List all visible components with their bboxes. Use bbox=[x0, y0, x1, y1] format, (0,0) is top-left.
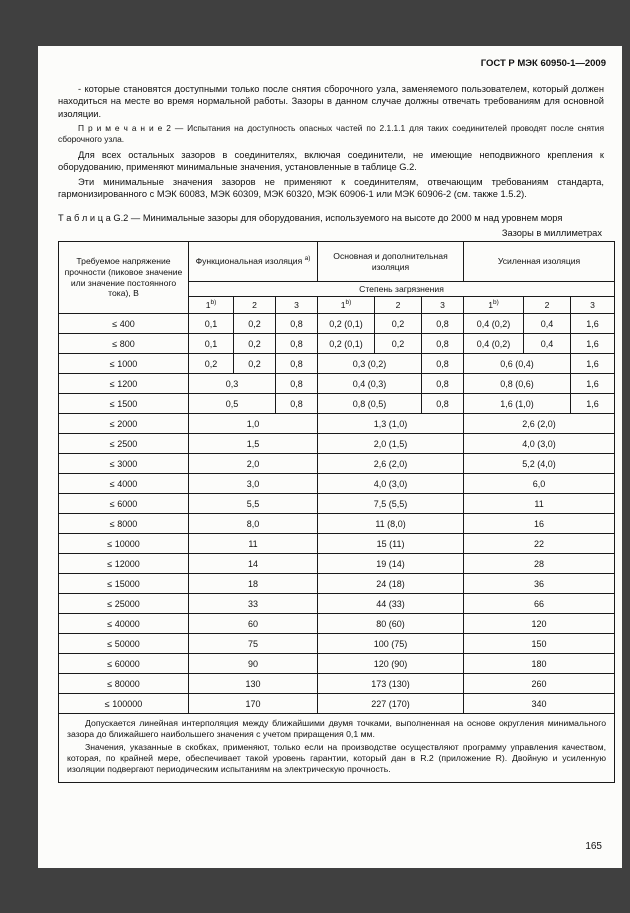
clearance-value-cell: 1,6 bbox=[571, 354, 615, 374]
clearance-value-cell: 0,1 bbox=[189, 314, 234, 334]
degree-cell: 3 bbox=[276, 297, 318, 314]
clearance-value-cell: 0,2 bbox=[234, 334, 276, 354]
clearance-value-cell: 0,8 (0,5) bbox=[318, 394, 422, 414]
column-header-reinforced-insulation: Усиленная изоляция bbox=[464, 242, 615, 282]
clearance-value-cell: 22 bbox=[464, 534, 615, 554]
table-row bbox=[59, 574, 615, 594]
table-row bbox=[59, 674, 615, 694]
clearance-value-cell: 260 bbox=[464, 674, 615, 694]
clearance-value-cell: 0,4 (0,2) bbox=[464, 334, 524, 354]
voltage-cell: ≤ 800 bbox=[59, 334, 189, 354]
clearance-value-cell: 90 bbox=[189, 654, 318, 674]
column-header-voltage: Требуемое напряжение прочности (пиковое значение или значение постоянного тока), В bbox=[59, 242, 189, 314]
clearance-value-cell: 11 bbox=[189, 534, 318, 554]
clearance-value-cell: 0,8 bbox=[276, 374, 318, 394]
voltage-cell: ≤ 2000 bbox=[59, 414, 189, 434]
table-caption: Т а б л и ц а G.2 — Минимальные зазоры для оборудования, используемого на высоте до 2000 м над уровнем моря bbox=[58, 213, 563, 224]
paragraph-iec-standards: Эти минимальные значения зазоров не применяют к соединителям, отвечающим требованиям стандарта, гармонизированного с МЭК 60083, МЭК 60309, МЭК 60320, МЭК 60906-1 или МЭК 60906-2 (см. также 1.5.2). bbox=[58, 176, 604, 199]
note-2-paragraph: П р и м е ч а н и е 2 — Испытания на доступность опасных частей по 2.1.1.1 для таких соединителей проводят после снятия сборочного узла. bbox=[58, 122, 604, 144]
table-row bbox=[59, 334, 615, 354]
clearance-value-cell: 5,2 (4,0) bbox=[464, 454, 615, 474]
clearance-value-cell: 0,4 (0,3) bbox=[318, 374, 422, 394]
clearance-value-cell: 0,1 bbox=[189, 334, 234, 354]
footnote-marker-a: а) bbox=[304, 255, 311, 263]
clearance-value-cell: 100 (75) bbox=[318, 634, 464, 654]
clearance-value-cell: 0,3 (0,2) bbox=[318, 354, 422, 374]
page-number: 165 bbox=[585, 841, 602, 852]
clearance-value-cell: 1,6 bbox=[571, 334, 615, 354]
footnote-marker-b: b) bbox=[210, 298, 217, 306]
clearance-value-cell: 0,2 bbox=[234, 354, 276, 374]
clearance-value-cell: 80 (60) bbox=[318, 614, 464, 634]
document-header-title: ГОСТ Р МЭК 60950-1—2009 bbox=[480, 58, 606, 69]
table-row bbox=[59, 654, 615, 674]
clearance-value-cell: 0,4 bbox=[524, 314, 571, 334]
clearance-value-cell: 5,5 bbox=[189, 494, 318, 514]
table-row bbox=[59, 534, 615, 554]
table-row bbox=[59, 314, 615, 334]
table-notes-row bbox=[59, 714, 615, 783]
units-note: Зазоры в миллиметрах bbox=[501, 228, 602, 239]
voltage-cell: ≤ 12000 bbox=[59, 554, 189, 574]
degree-cell: 2 bbox=[375, 297, 422, 314]
clearance-value-cell: 1,6 bbox=[571, 374, 615, 394]
clearance-value-cell: 0,8 bbox=[422, 314, 464, 334]
clearances-table bbox=[58, 241, 615, 783]
clearance-value-cell: 8,0 bbox=[189, 514, 318, 534]
clearance-value-cell: 180 bbox=[464, 654, 615, 674]
table-row bbox=[59, 474, 615, 494]
column-header-basic-supplementary-insulation: Основная и дополнительная изоляция bbox=[318, 242, 464, 282]
voltage-cell: ≤ 25000 bbox=[59, 594, 189, 614]
degree-cell: 1$^{b)}$ bbox=[318, 297, 375, 314]
clearance-value-cell: 3,0 bbox=[189, 474, 318, 494]
clearance-value-cell: 18 bbox=[189, 574, 318, 594]
voltage-cell: ≤ 4000 bbox=[59, 474, 189, 494]
clearance-value-cell: 0,8 bbox=[422, 334, 464, 354]
clearance-value-cell: 173 (130) bbox=[318, 674, 464, 694]
footnote-marker-b: b) bbox=[493, 298, 499, 306]
clearance-value-cell: 14 bbox=[189, 554, 318, 574]
clearance-value-cell: 0,2 bbox=[234, 314, 276, 334]
degree-cell: 3 bbox=[571, 297, 615, 314]
clearance-value-cell: 0,8 bbox=[422, 394, 464, 414]
clearance-value-cell: 170 bbox=[189, 694, 318, 714]
clearance-value-cell: 1,5 bbox=[189, 434, 318, 454]
table-row bbox=[59, 394, 615, 414]
clearance-value-cell: 1,0 bbox=[189, 414, 318, 434]
degree-cell: 1$^{b)}$ bbox=[189, 297, 234, 314]
paragraph-other-clearances: Для всех остальных зазоров в соединителях, включая соединители, не имеющие неподвижного крепления к оборудованию, применяют минимальные значения, установленные в таблице G.2. bbox=[58, 149, 604, 173]
clearance-value-cell: 340 bbox=[464, 694, 615, 714]
voltage-cell: ≤ 50000 bbox=[59, 634, 189, 654]
table-row bbox=[59, 414, 615, 434]
clearance-value-cell: 0,2 (0,1) bbox=[318, 314, 375, 334]
clearance-value-cell: 120 bbox=[464, 614, 615, 634]
voltage-cell: ≤ 3000 bbox=[59, 454, 189, 474]
clearance-value-cell: 2,6 (2,0) bbox=[318, 454, 464, 474]
table-row bbox=[59, 514, 615, 534]
clearance-value-cell: 2,0 (1,5) bbox=[318, 434, 464, 454]
degree-cell: 1$^{b)}$ bbox=[464, 297, 524, 314]
clearance-value-cell: 24 (18) bbox=[318, 574, 464, 594]
paragraph-assembly-access: - которые становятся доступными только после снятия сборочного узла, заменяемого пользователем, который должен находиться на месте во время нормальной работы. Зазоры в данном случае должны отвечать требованиям для основной изоляции. bbox=[58, 84, 604, 119]
table-row bbox=[59, 634, 615, 654]
clearance-value-cell: 0,8 bbox=[422, 374, 464, 394]
clearance-value-cell: 0,2 bbox=[375, 334, 422, 354]
clearance-value-cell: 44 (33) bbox=[318, 594, 464, 614]
degree-cell: 3 bbox=[422, 297, 464, 314]
voltage-cell: ≤ 2500 bbox=[59, 434, 189, 454]
clearance-value-cell: 0,8 bbox=[276, 334, 318, 354]
table-row bbox=[59, 354, 615, 374]
clearance-value-cell: 4,0 (3,0) bbox=[318, 474, 464, 494]
voltage-cell: ≤ 6000 bbox=[59, 494, 189, 514]
voltage-cell: ≤ 15000 bbox=[59, 574, 189, 594]
table-note-interpolation: Допускается линейная интерполяция между ближайшими двумя точками, выполненная на основе округления минимального зазора до ближайшего наибольшего значения с учетом приращения 0,1 мм. bbox=[67, 718, 607, 740]
clearance-value-cell: 19 (14) bbox=[318, 554, 464, 574]
voltage-cell: ≤ 10000 bbox=[59, 534, 189, 554]
clearance-value-cell: 1,6 bbox=[571, 314, 615, 334]
clearance-value-cell: 36 bbox=[464, 574, 615, 594]
clearance-value-cell: 0,3 bbox=[189, 374, 276, 394]
clearance-value-cell: 0,8 bbox=[276, 394, 318, 414]
clearance-value-cell: 66 bbox=[464, 594, 615, 614]
degree-cell: 2 bbox=[234, 297, 276, 314]
clearance-value-cell: 2,6 (2,0) bbox=[464, 414, 615, 434]
clearance-value-cell: 0,2 (0,1) bbox=[318, 334, 375, 354]
clearance-value-cell: 4,0 (3,0) bbox=[464, 434, 615, 454]
clearance-value-cell: 28 bbox=[464, 554, 615, 574]
column-header-label: Функциональная изоляция bbox=[195, 256, 305, 267]
voltage-cell: ≤ 1500 bbox=[59, 394, 189, 414]
table-note-parentheses: Значения, указанные в скобках, применяют, только если на производстве осуществляют программу управления качеством, которая, по крайней мере, обеспечивает такой уровень гарантии, который дан в R.2 (приложение R). Двойную и усиленную изоляции подвергают периодическим испытаниям на электрическую прочность. bbox=[67, 741, 607, 775]
clearance-value-cell: 120 (90) bbox=[318, 654, 464, 674]
table-row bbox=[59, 494, 615, 514]
clearance-value-cell: 15 (11) bbox=[318, 534, 464, 554]
document-page bbox=[38, 46, 622, 868]
column-header-functional-insulation bbox=[189, 242, 318, 282]
clearance-value-cell: 0,8 bbox=[276, 314, 318, 334]
clearance-value-cell: 0,2 bbox=[375, 314, 422, 334]
clearance-value-cell: 33 bbox=[189, 594, 318, 614]
clearance-value-cell: 227 (170) bbox=[318, 694, 464, 714]
table-row bbox=[59, 554, 615, 574]
clearance-value-cell: 1,3 (1,0) bbox=[318, 414, 464, 434]
clearance-value-cell: 0,5 bbox=[189, 394, 276, 414]
voltage-cell: ≤ 400 bbox=[59, 314, 189, 334]
clearance-value-cell: 11 bbox=[464, 494, 615, 514]
table-body bbox=[59, 314, 615, 714]
clearance-value-cell: 150 bbox=[464, 634, 615, 654]
table-row bbox=[59, 694, 615, 714]
clearance-value-cell: 130 bbox=[189, 674, 318, 694]
voltage-cell: ≤ 8000 bbox=[59, 514, 189, 534]
table-notes bbox=[59, 714, 615, 783]
clearance-value-cell: 0,4 (0,2) bbox=[464, 314, 524, 334]
clearance-value-cell: 11 (8,0) bbox=[318, 514, 464, 534]
clearance-value-cell: 0,8 (0,6) bbox=[464, 374, 571, 394]
degree-cell: 2 bbox=[524, 297, 571, 314]
clearance-value-cell: 75 bbox=[189, 634, 318, 654]
table-row bbox=[59, 374, 615, 394]
table-row bbox=[59, 454, 615, 474]
clearance-value-cell: 60 bbox=[189, 614, 318, 634]
voltage-cell: ≤ 80000 bbox=[59, 674, 189, 694]
clearance-value-cell: 2,0 bbox=[189, 454, 318, 474]
voltage-cell: ≤ 100000 bbox=[59, 694, 189, 714]
table-row bbox=[59, 614, 615, 634]
voltage-cell: ≤ 60000 bbox=[59, 654, 189, 674]
clearance-value-cell: 1,6 (1,0) bbox=[464, 394, 571, 414]
voltage-cell: ≤ 1000 bbox=[59, 354, 189, 374]
clearance-value-cell: 0,6 (0,4) bbox=[464, 354, 571, 374]
clearance-value-cell: 0,2 bbox=[189, 354, 234, 374]
clearance-value-cell: 0,8 bbox=[276, 354, 318, 374]
table-row bbox=[59, 594, 615, 614]
clearance-value-cell: 0,4 bbox=[524, 334, 571, 354]
voltage-cell: ≤ 1200 bbox=[59, 374, 189, 394]
clearance-value-cell: 16 bbox=[464, 514, 615, 534]
clearance-value-cell: 1,6 bbox=[571, 394, 615, 414]
group-header-row bbox=[59, 242, 615, 282]
footnote-marker-b: b) bbox=[345, 298, 352, 306]
pollution-degree-header: Степень загрязнения bbox=[189, 282, 615, 297]
clearance-value-cell: 7,5 (5,5) bbox=[318, 494, 464, 514]
table-row bbox=[59, 434, 615, 454]
voltage-cell: ≤ 40000 bbox=[59, 614, 189, 634]
clearance-value-cell: 6,0 bbox=[464, 474, 615, 494]
clearance-value-cell: 0,8 bbox=[422, 354, 464, 374]
